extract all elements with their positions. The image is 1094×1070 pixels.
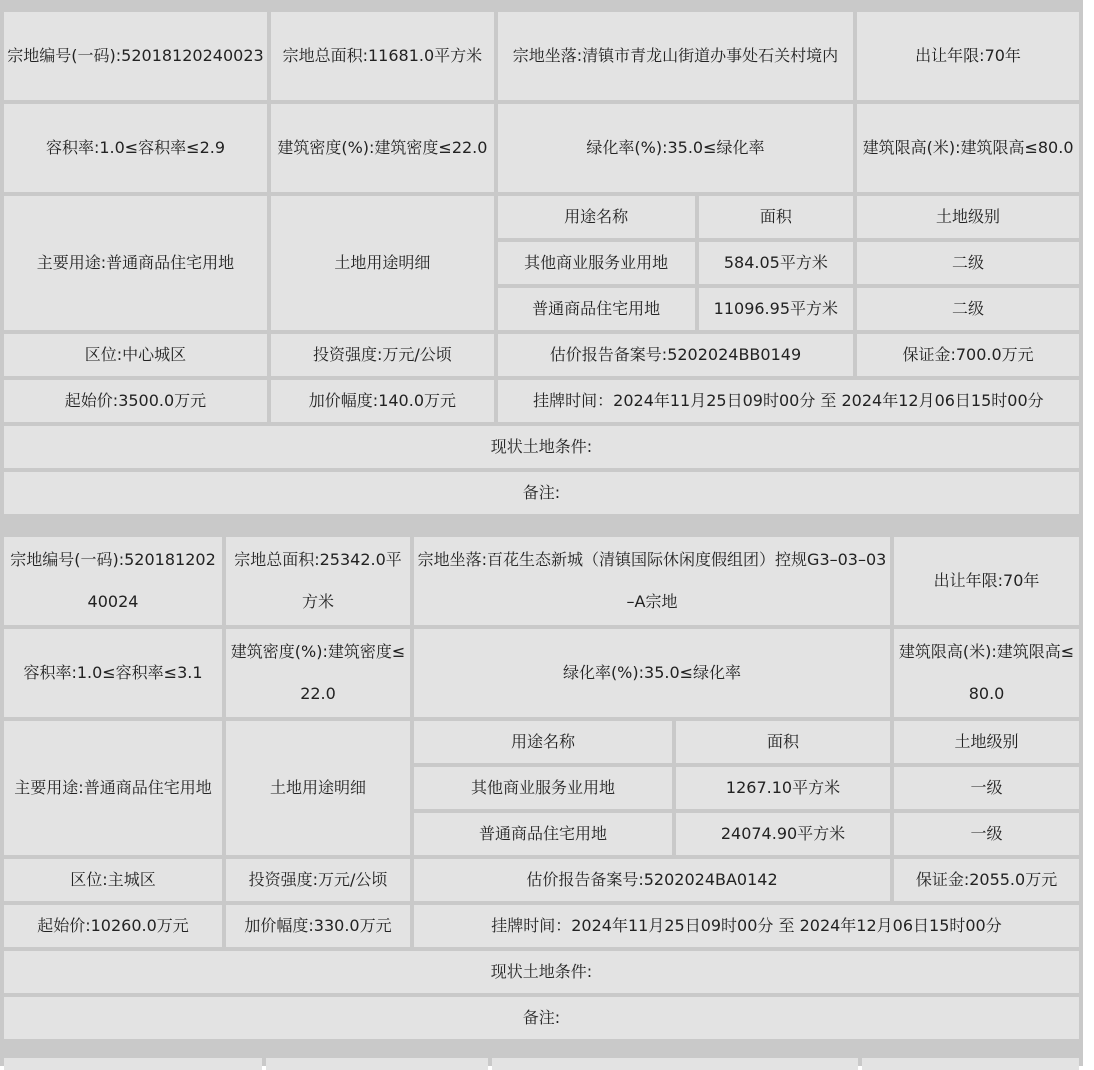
parcel-appraisal: 估价报告备案号:5202024BB0149 xyxy=(498,334,853,376)
use-level: 二级 xyxy=(857,242,1079,284)
parcel-condition: 现状土地条件: xyxy=(4,426,1079,468)
parcel-listing-time: 挂牌时间：2024年11月25日09时00分 至 2024年12月06日15时00分 xyxy=(414,905,1079,947)
parcel-density: 建筑密度(%):建筑密度≤22.0 xyxy=(226,629,410,717)
parcel-deposit: 保证金:700.0万元 xyxy=(857,334,1079,376)
use-area: 24074.90平方米 xyxy=(676,813,890,855)
parcel-invest: 投资强度:万元/公顷 xyxy=(226,859,410,901)
parcel-invest: 投资强度:万元/公顷 xyxy=(271,334,494,376)
use-level: 二级 xyxy=(857,288,1079,330)
parcel-term: 出让年限:70年 xyxy=(857,12,1079,100)
parcel-start-price: 起始价:3500.0万元 xyxy=(4,380,267,422)
parcel-deposit: 保证金:2055.0万元 xyxy=(894,859,1079,901)
next-table-edge xyxy=(4,1058,1079,1070)
parcel-remark: 备注: xyxy=(4,997,1079,1039)
use-header-level: 土地级别 xyxy=(857,196,1079,238)
parcel-main-use: 主要用途:普通商品住宅用地 xyxy=(4,196,267,330)
parcel-listing-time: 挂牌时间：2024年11月25日09时00分 至 2024年12月06日15时00分 xyxy=(498,380,1079,422)
parcel-district: 区位:主城区 xyxy=(4,859,222,901)
parcel-area: 宗地总面积:11681.0平方米 xyxy=(271,12,494,100)
use-header-area: 面积 xyxy=(676,721,890,763)
stub-cell xyxy=(4,1058,262,1070)
parcel-appraisal: 估价报告备案号:5202024BA0142 xyxy=(414,859,890,901)
use-area: 584.05平方米 xyxy=(699,242,854,284)
parcel-green-rate: 绿化率(%):35.0≤绿化率 xyxy=(498,104,853,192)
parcel-use-detail: 土地用途明细 xyxy=(226,721,410,855)
use-header-name: 用途名称 xyxy=(414,721,672,763)
parcel-height-limit: 建筑限高(米):建筑限高≤80.0 xyxy=(894,629,1079,717)
parcel-table-1 xyxy=(0,8,1083,518)
use-area: 11096.95平方米 xyxy=(699,288,854,330)
use-area: 1267.10平方米 xyxy=(676,767,890,809)
parcel-increment: 加价幅度:330.0万元 xyxy=(226,905,410,947)
use-level: 一级 xyxy=(894,767,1079,809)
parcel-green-rate: 绿化率(%):35.0≤绿化率 xyxy=(414,629,890,717)
parcel-term: 出让年限:70年 xyxy=(894,537,1079,625)
parcel-main-use: 主要用途:普通商品住宅用地 xyxy=(4,721,222,855)
use-header-name: 用途名称 xyxy=(498,196,695,238)
stub-cell xyxy=(492,1058,858,1070)
parcel-area: 宗地总面积:25342.0平方米 xyxy=(226,537,410,625)
use-name: 普通商品住宅用地 xyxy=(498,288,695,330)
use-header-area: 面积 xyxy=(699,196,854,238)
parcel-location: 宗地坐落:百花生态新城（清镇国际休闲度假组团）控规G3–03–03–A宗地 xyxy=(414,537,890,625)
parcel-use-detail: 土地用途明细 xyxy=(271,196,494,330)
parcel-far: 容积率:1.0≤容积率≤2.9 xyxy=(4,104,267,192)
stub-cell xyxy=(862,1058,1079,1070)
stub-cell xyxy=(266,1058,488,1070)
use-name: 普通商品住宅用地 xyxy=(414,813,672,855)
parcel-density: 建筑密度(%):建筑密度≤22.0 xyxy=(271,104,494,192)
parcel-location: 宗地坐落:清镇市青龙山街道办事处石关村境内 xyxy=(498,12,853,100)
parcel-district: 区位:中心城区 xyxy=(4,334,267,376)
parcel-code: 宗地编号(一码):52018120240024 xyxy=(4,537,222,625)
parcel-table-2 xyxy=(0,533,1083,1043)
parcel-remark: 备注: xyxy=(4,472,1079,514)
parcel-height-limit: 建筑限高(米):建筑限高≤80.0 xyxy=(857,104,1079,192)
parcel-code: 宗地编号(一码):52018120240023 xyxy=(4,12,267,100)
parcel-condition: 现状土地条件: xyxy=(4,951,1079,993)
use-name: 其他商业服务业用地 xyxy=(498,242,695,284)
parcel-increment: 加价幅度:140.0万元 xyxy=(271,380,494,422)
use-header-level: 土地级别 xyxy=(894,721,1079,763)
parcel-far: 容积率:1.0≤容积率≤3.1 xyxy=(4,629,222,717)
use-level: 一级 xyxy=(894,813,1079,855)
parcel-start-price: 起始价:10260.0万元 xyxy=(4,905,222,947)
use-name: 其他商业服务业用地 xyxy=(414,767,672,809)
